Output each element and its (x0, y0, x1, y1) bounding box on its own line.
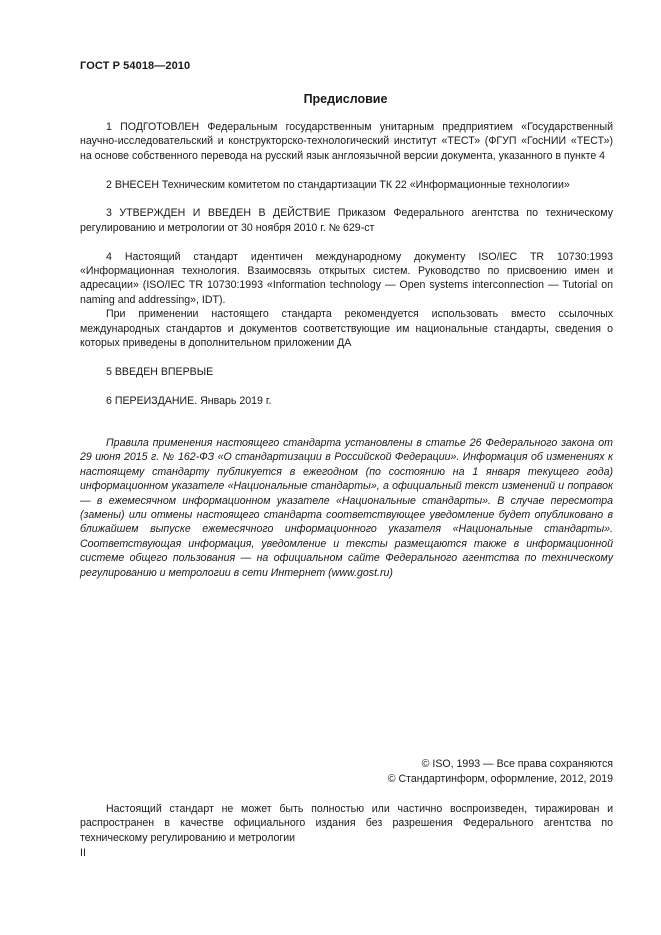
application-rules-notice: Правила применения настоящего стандарта установлены в статье 26 Федерального закона от 29 июня 2015 г. № 162-ФЗ «О стандартизации в Российской Федерации». Информация об изменениях к настоящему стандарту публикуется в ежегодном (по состоянию на 1 января текущего года) информационном указателе «Национальные стандарты», а официальный текст изменений и поправок — в ежемесячном информационном указателе «Национальные стандарты». В случае пересмотра (замены) или отмены настоящего стандарта соответствующее уведомление будет опубликовано в ближайшем выпуске ежемесячного информационного указателя «Национальные стандарты». Соответствующая информация, уведомление и тексты размещаются также в информационной системе общего пользования — на официальном сайте Федерального агентства по техническому регулированию и метрологии в сети Интернет (www.gost.ru) (80, 437, 613, 579)
page-title: Предисловие (303, 92, 388, 106)
copyright-iso: © ISO, 1993 — Все права сохраняются (421, 758, 613, 770)
preface-item-4-note: При применении настоящего стандарта рекомендуется использовать вместо ссылочных международных стандартов и документов соответствующие им национальные стандарты, сведения о которых приведены в дополнительном приложении ДА (80, 308, 613, 350)
preface-item-1: 1 ПОДГОТОВЛЕН Федеральным государственным унитарным предприятием «Государственный научно-исследовательский и конструкторско-технологический институт «ТЕСТ» (ФГУП «ГосНИИ «ТЕСТ») на основе собственного перевода на русский язык англоязычной версии документа, указанного в пункте 4 (80, 121, 613, 162)
reproduction-notice: Настоящий стандарт не может быть полностью или частично воспроизведен, тиражирован и распространен в качестве официального издания без разрешения Федерального агентства по техническому регулированию и метрологии (80, 803, 613, 844)
preface-item-4: 4 Настоящий стандарт идентичен международному документу ISO/IEC TR 10730:1993 «Информационная технология. Взаимосвязь открытых систем. Руководство по присвоению имен и адресации» (ISO/IEC TR 10730:1993 «Information technology — Open systems interconnection — Tutorial on naming and addressing», IDT). (80, 250, 613, 306)
preface-item-5: 5 ВВЕДЕН ВПЕРВЫЕ (106, 365, 214, 378)
preface-body (80, 120, 613, 408)
page-number: II (80, 847, 86, 859)
standard-code: ГОСТ Р 54018—2010 (80, 60, 191, 72)
preface-item-6: 6 ПЕРЕИЗДАНИЕ. Январь 2019 г. (106, 394, 272, 407)
preface-item-3: 3 УТВЕРЖДЕН И ВВЕДЕН В ДЕЙСТВИЕ Приказом Федерального агентства по техническому регулированию и метрологии от 30 ноября 2010 г. № 629-ст (80, 207, 613, 234)
copyright-block (388, 757, 613, 787)
preface-item-2: 2 ВНЕСЕН Техническим комитетом по стандартизации ТК 22 «Информационные технологии» (106, 178, 570, 191)
copyright-standartinform: © Стандартинформ, оформление, 2012, 2019 (387, 773, 613, 785)
